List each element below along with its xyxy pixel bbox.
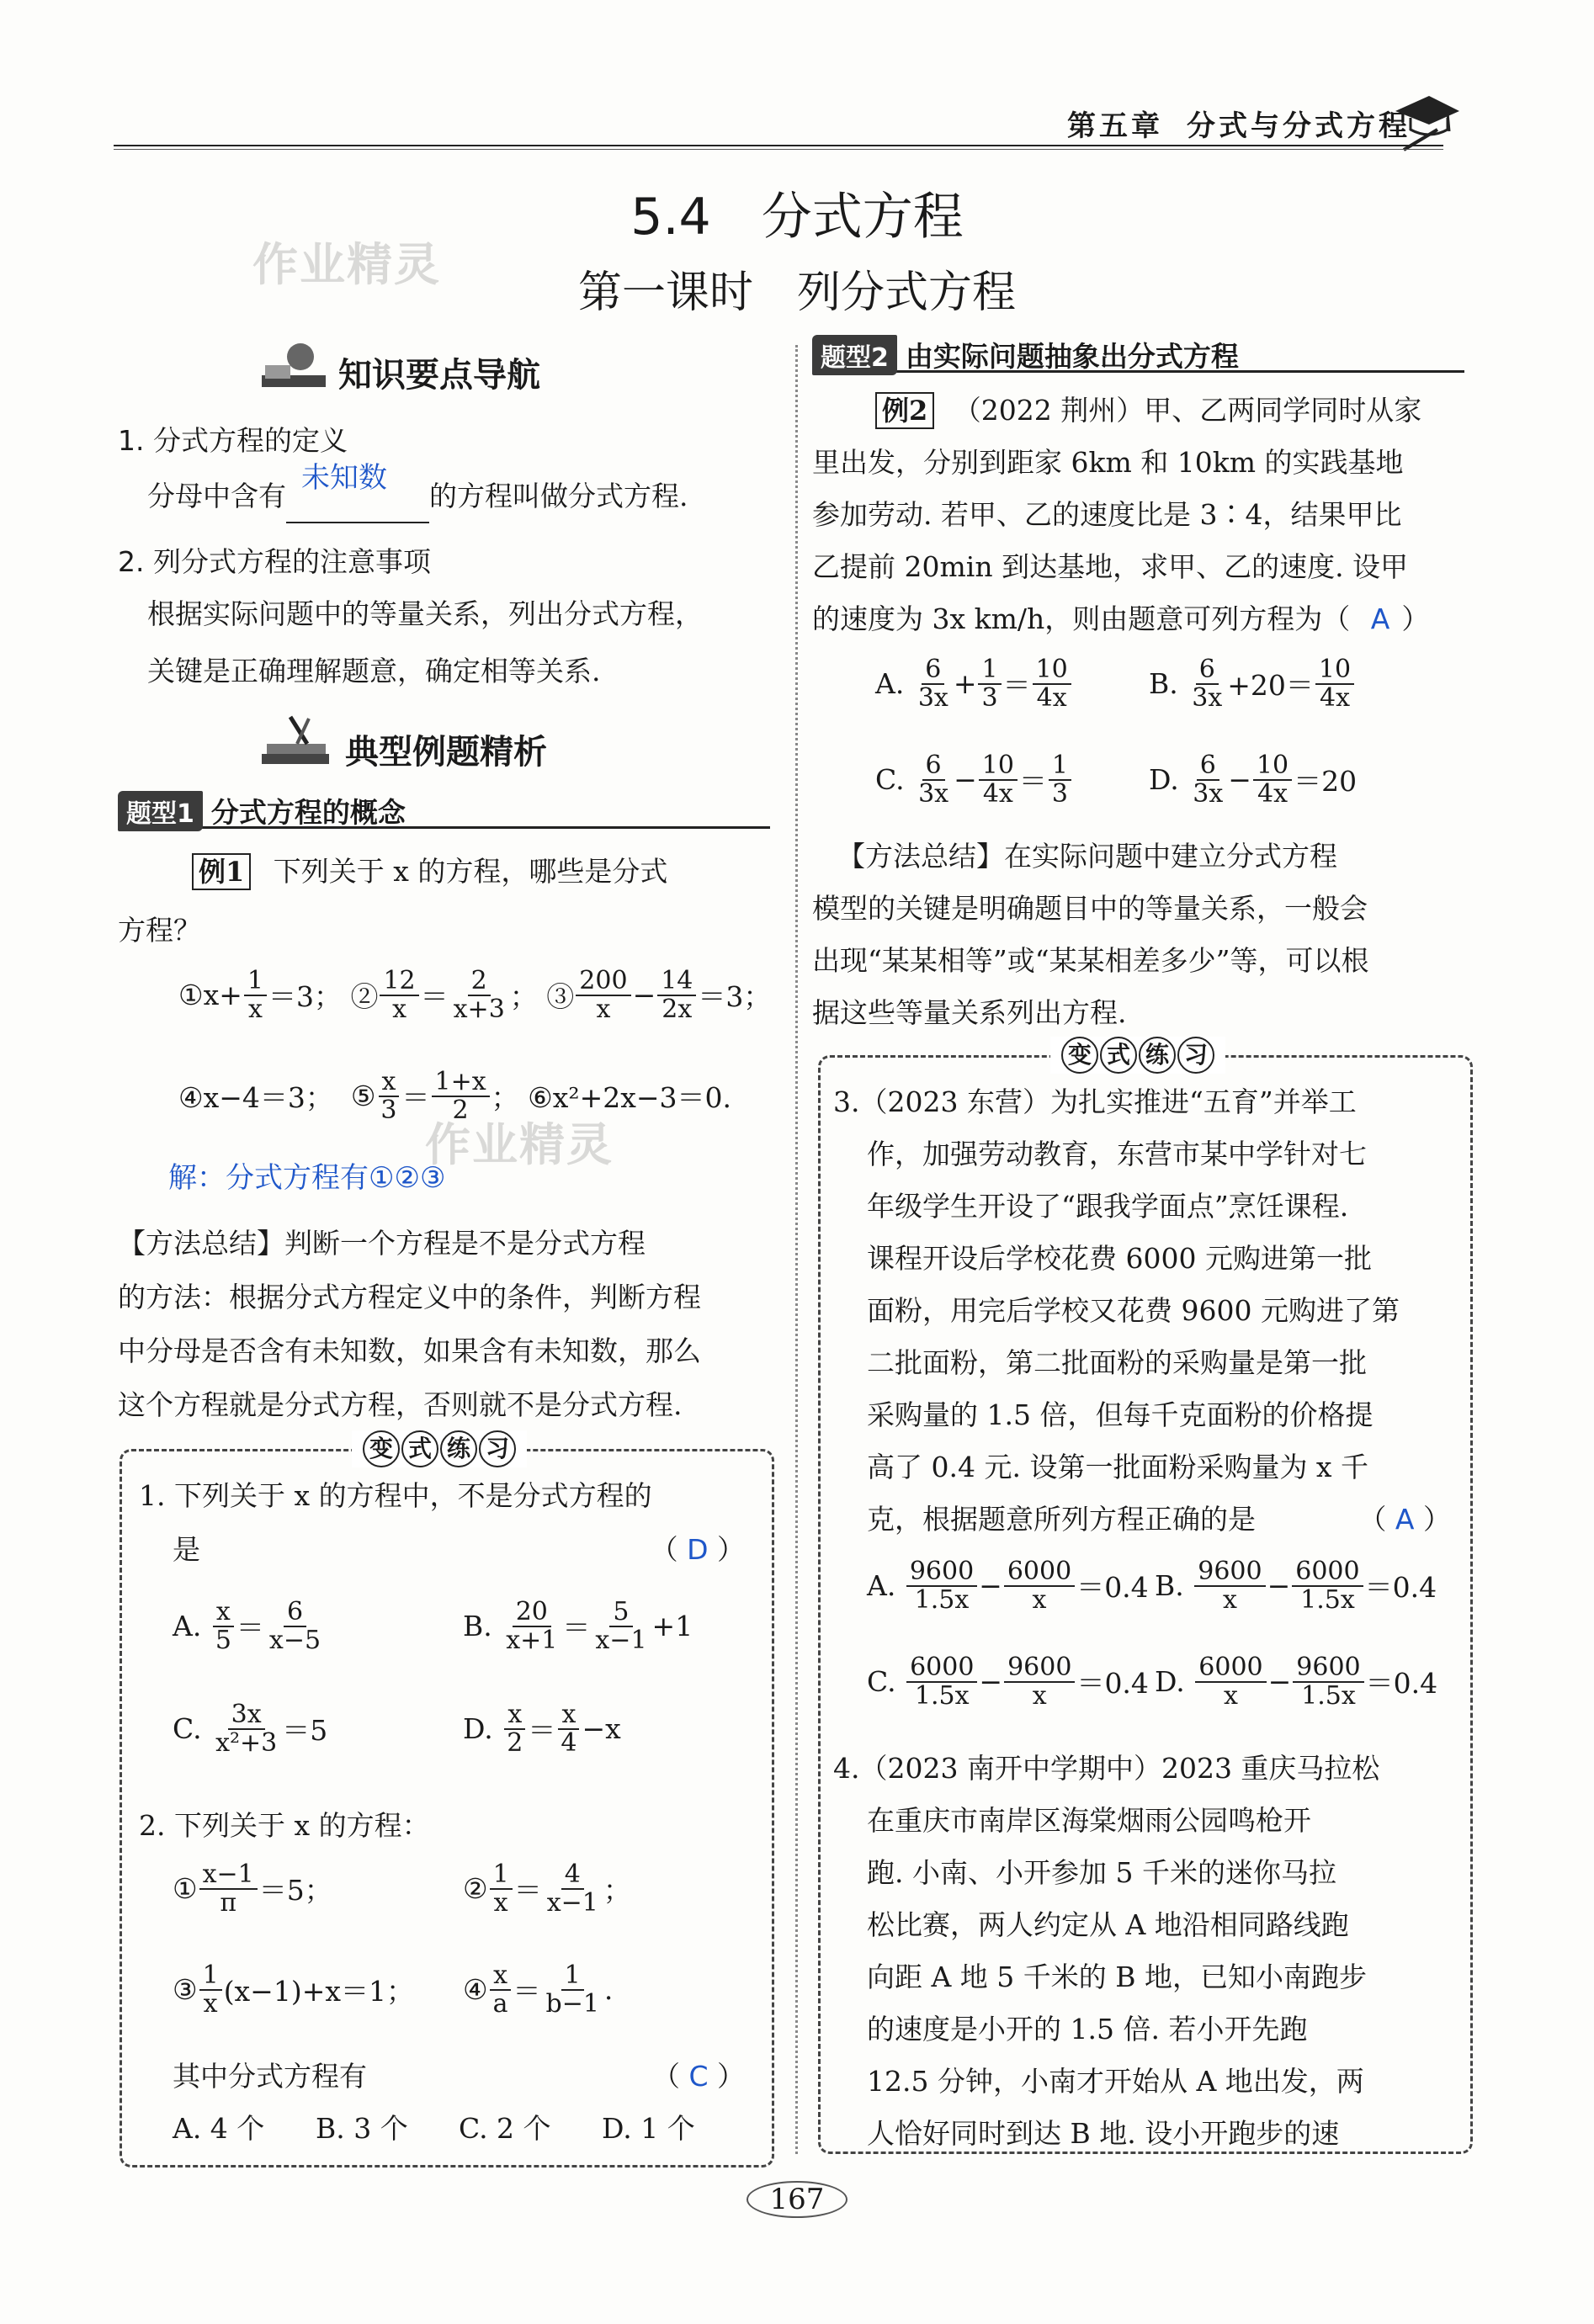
example2-line3: 参加劳动. 若甲、乙的速度比是 3∶4，结果甲比 (812, 498, 1402, 531)
q1-option-c: C. $\frac{3x}{\text{x²+3}}$ ＝5 (173, 1700, 328, 1758)
equation-6: ⑥x²+2x−3＝0. (528, 1081, 731, 1114)
method2-line2: 模型的关键是明确题目中的等量关系，一般会 (812, 892, 1368, 925)
ex2-option-c: C. $\frac{6}{3x}$ − $\frac{10}{4x}$ ＝ $\frac{1}{3}$ (875, 752, 1073, 807)
method2-line4: 据这些等量关系列出方程. (812, 996, 1127, 1029)
practice-q4-line1: 4.（2023 南开中学期中）2023 重庆马拉松 (833, 1752, 1380, 1785)
header-rule-thin (114, 149, 1443, 150)
practice-q2-answer: C (688, 2060, 709, 2093)
practice-q4-line6: 的速度是小开的 1.5 倍. 若小开先跑 (867, 2013, 1308, 2045)
practice-q3-line9: 克，根据题意所列方程正确的是 （ A ） (867, 1503, 1451, 1536)
practice-q3-line5: 面粉，用完后学校又花费 9600 元购进了第 (867, 1294, 1400, 1327)
example1-question-line1: 下列关于 x 的方程，哪些是分式 (273, 855, 668, 888)
definition-blank (286, 461, 429, 523)
section-title: 5.4 分式方程 (630, 188, 964, 247)
watermark: 作业精灵 (425, 1118, 614, 1171)
practice-q2-title: 2. 下列关于 x 的方程： (139, 1809, 430, 1842)
knowledge-item1-text (147, 461, 688, 523)
method1-line4: 这个方程就是分式方程，否则就不是分式方程. (118, 1388, 683, 1421)
column-divider (795, 345, 798, 2154)
ex2-option-a: A. $\frac{6}{3x}$ + $\frac{1}{3}$ ＝ $\frac{10}{4x}$ (875, 656, 1073, 711)
watermark: 作业精灵 (252, 238, 441, 291)
q2-option-a: A. 4 个 (173, 2112, 265, 2145)
ex2-option-d: D. $\frac{6}{3x}$ − $\frac{10}{4x}$ ＝20 (1149, 751, 1358, 809)
method1-line3: 中分母是否含有未知数，如果含有未知数，那么 (118, 1334, 701, 1367)
practice-q1-answer: D (687, 1533, 709, 1566)
practice-q4-line8: 人恰好同时到达 B 地. 设小开跑步的速 (867, 2117, 1340, 2150)
example1-label: 例1 (192, 853, 251, 890)
example1-answer: 解：分式方程有①②③ (168, 1161, 446, 1195)
definition-prefix: 分母中含有 (147, 480, 286, 512)
example2-line1: 例2 （2022 荆州）甲、乙两同学同时从家 (875, 385, 1421, 436)
practice-q3-line6: 二批面粉，第二批面粉的采购量是第一批 (867, 1346, 1367, 1379)
type2-tag: 题型2 (812, 335, 897, 375)
example2-line5: 的速度为 3x km/h，则由题意可列方程为（ A ） (812, 602, 1430, 635)
knowledge-item2-line2: 关键是正确理解题意，确定相等关系. (147, 655, 601, 687)
practice-q3-answer: A (1395, 1503, 1415, 1536)
equation-row-2: ④x−4＝3； ⑤ $\frac{x}{3}$ ＝ $\frac{1+x}{2}$ ； ⑥x²+2x−3＝0. (178, 1067, 731, 1125)
q2-option-b: B. 3 个 (316, 2112, 408, 2145)
q3-option-b: B. $\frac{9600}{x}$ − $\frac{6000}{1.5x}$ ＝0.4 (1155, 1557, 1437, 1615)
practice-q3-line7: 采购量的 1.5 倍，但每千克面粉的价格提 (867, 1398, 1373, 1431)
q2-equation-2: ② $\frac{1}{x}$ ＝ $\frac{4}{x-1}$ ； (463, 1860, 631, 1918)
q2-equation-1: ① $\frac{x-1}{\pi}$ ＝5； (173, 1860, 332, 1918)
method1-line2: 的方法：根据分式方程定义中的条件，判断方程 (118, 1281, 701, 1313)
practice-q4-line2: 在重庆市南岸区海棠烟雨公园鸣枪开 (867, 1804, 1311, 1837)
practice-q3-line8: 高了 0.4 元. 设第一批面粉采购量为 x 千 (867, 1451, 1369, 1483)
type1-header (118, 791, 770, 829)
q3-option-a: A. $\frac{9600}{1.5x}$ − $\frac{6000}{x}$ ＝0.4 (867, 1557, 1149, 1615)
ex2-option-b: B. $\frac{6}{3x}$ +20＝ $\frac{10}{4x}$ (1149, 656, 1356, 711)
example1-question-line2: 方程？ (118, 914, 201, 947)
equation-4: ④x−4＝3； (178, 1081, 333, 1114)
q2-option-d: D. 1 个 (602, 2112, 695, 2145)
knowledge-heading: 知识要点导航 (338, 356, 540, 395)
chapter-title: 分式与分式方程 (1187, 109, 1411, 143)
practice-q4-line4: 松比赛，两人约定从 A 地沿相同路线跑 (867, 1908, 1349, 1941)
practice-q2-question: 其中分式方程有 （ C ） (173, 2060, 745, 2093)
header-rule (114, 145, 1443, 146)
chapter-header (1067, 103, 1411, 144)
type2-header (812, 335, 1464, 373)
q3-option-c: C. $\frac{6000}{1.5x}$ − $\frac{9600}{x}$ ＝0.4 (867, 1653, 1149, 1711)
practice-badge-left: 变 式 练 习 (352, 1430, 527, 1467)
practice-q3-line2: 作，加强劳动教育，东营市某中学针对七 (867, 1138, 1367, 1170)
practice-q3-line4: 课程开设后学校花费 6000 元购进第一批 (867, 1242, 1372, 1275)
example2-line2: 里出发，分别到距家 6km 和 10km 的实践基地 (812, 446, 1404, 479)
method2-line3: 出现“某某相等”或“某某相差多少”等，可以根 (812, 944, 1369, 977)
type1-title: 分式方程的概念 (210, 796, 406, 829)
practice-q3-line1: 3.（2023 东营）为扎实推进“五育”并举工 (833, 1085, 1357, 1118)
practice-q2-options (173, 2104, 745, 2154)
practice-q1-line2: 是 （ D ） (173, 1533, 745, 1566)
practice-badge-right: 变 式 练 习 (1050, 1037, 1225, 1074)
lesson-title: 第一课时 列分式方程 (577, 268, 1016, 318)
practice-q4-line7: 12.5 分钟，小南才开始从 A 地出发，两 (867, 2065, 1364, 2098)
q3-option-d: D. $\frac{6000}{x}$ − $\frac{9600}{1.5x}$ ＝0.4 (1155, 1653, 1438, 1711)
type2-title: 由实际问题抽象出分式方程 (905, 340, 1239, 373)
knowledge-item1-title: 1. 分式方程的定义 (118, 424, 348, 457)
graduation-cap-pen-icon (1387, 77, 1463, 153)
chapter-number: 第五章 (1067, 109, 1163, 143)
q1-option-a: A. $\frac{x}{5}$ ＝ $\frac{6}{x-5}$ (173, 1597, 321, 1655)
practice-q3-line3: 年级学生开设了“跟我学面点”烹饪课程. (867, 1190, 1349, 1223)
knowledge-item2-line1: 根据实际问题中的等量关系，列出分式方程， (147, 597, 703, 630)
practice-q1-line1: 1. 下列关于 x 的方程中，不是分式方程的 (139, 1479, 652, 1512)
books-pencil-icon (257, 714, 334, 776)
page-number: 167 (0, 2181, 1594, 2218)
method1-line1: 【方法总结】判断一个方程是不是分式方程 (118, 1227, 646, 1260)
examples-heading: 典型例题精析 (345, 733, 547, 772)
example1-question (192, 846, 667, 897)
practice-q4-line3: 跑. 小南、小开参加 5 千米的迷你马拉 (867, 1856, 1336, 1889)
q2-equation-3: ③ $\frac{1}{x}$ (x−1)+x＝1； (173, 1961, 414, 2019)
knowledge-item2-title: 2. 列分式方程的注意事项 (118, 545, 431, 578)
type1-tag: 题型1 (118, 791, 203, 831)
q1-option-b: B. $\frac{20}{x+1}$ ＝ $\frac{5}{x-1}$ +1 (463, 1597, 693, 1655)
definition-answer: 未知数 (301, 461, 387, 495)
example2-label: 例2 (875, 392, 934, 429)
q2-option-c: C. 2 个 (459, 2112, 551, 2145)
example2-answer: A (1370, 602, 1390, 635)
example2-line4: 乙提前 20min 到达基地，求甲、乙的速度. 设甲 (812, 550, 1409, 583)
definition-suffix: 的方程叫做分式方程. (429, 480, 688, 512)
q1-option-d: D. $\frac{x}{2}$ ＝ $\frac{x}{4}$ −x (463, 1700, 621, 1758)
q2-equation-4: ④ $\frac{x}{a}$ ＝ $\frac{1}{b-1}$ . (463, 1961, 614, 2019)
method2-line1: 【方法总结】在实际问题中建立分式方程 (837, 840, 1337, 873)
practice-q4-line5: 向距 A 地 5 千米的 B 地，已知小南跑步 (867, 1961, 1368, 1993)
equation-row-1: ①x+ $\frac{1}{x}$ ＝3； ② $\frac{12}{x}$ ＝ $\frac{2}{x+3}$ ； ③ $\frac{200}{x}$ − $\frac{14}{2x}$ ＝3； (178, 966, 772, 1024)
reading-student-icon (257, 338, 331, 397)
